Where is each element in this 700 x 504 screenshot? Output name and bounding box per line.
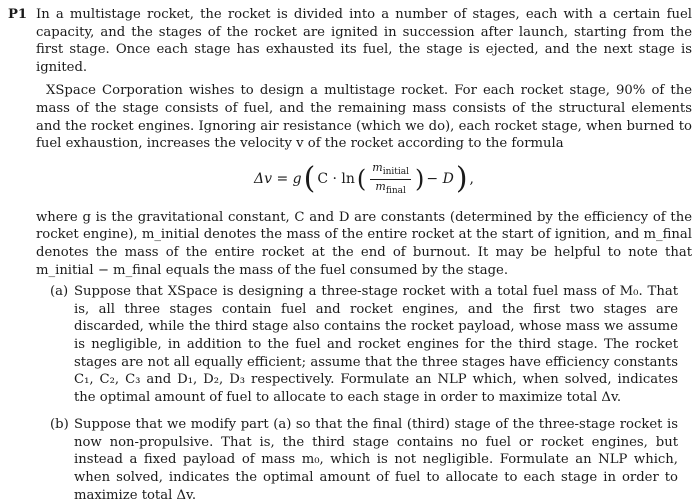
mass-ratio-fraction: [370, 161, 411, 198]
part-b-label: (b): [50, 417, 69, 433]
part-a-text: Suppose that XSpace is designing a three-stage rocket with a total fuel mass of M₀. That is, all three stages contain fuel and rocket engines, and the first two stages are discarded, while the third stage also contains the rocket payload, whose mass we assume is negligible, in addition to the fuel and rocket engines for the third stage. The rocket stages are not all equally efficient; assume that the three stages have efficiency constants C₁, C₂, C₃ and D₁, D₂, D₃ respectively. Formulate an NLP which, when solved, indicates the optimal amount of fuel to allocate to each stage in order to maximize total Δv.: [74, 284, 678, 405]
formula-tail: ,: [469, 170, 474, 187]
definitions-paragraph: where g is the gravitational constant, C and D are constants (determined by the efficiency of the rocket engine), m_initial denotes the mass of the entire rocket at the start of ignition, and m_final denotes the mass of the entire rocket at the end of burnout. It may be helpful to note that m_initial − m_final equals the mass of the fuel consumed by the stage.: [36, 209, 692, 278]
formula-open-paren: (: [303, 161, 316, 197]
intro-paragraph: In a multistage rocket, the rocket is divided into a number of stages, each with a certain fuel capacity, and the stages of the rocket are ignited in succession after launch, starting from the first stage. Once each stage has exhausted its fuel, the stage is ejected, and the next stage is ignited.: [36, 7, 692, 75]
formula-open-paren-inner: (: [356, 165, 367, 194]
formula-close-paren: ): [455, 161, 468, 197]
fraction-denominator: $m_{final}$: [375, 179, 406, 197]
design-paragraph: XSpace Corporation wishes to design a multistage rocket. For each rocket stage, 90% of the mass of the stage consists of fuel, and the remaining mass consists of the structural elements and the rocket engines. Ignoring air resistance (which we do), each rocket stage, when burned to fuel exhaustion, increases the velocity v of the rocket according to the formula: [36, 83, 692, 152]
problem-label: P1: [8, 7, 28, 22]
part-b-text: Suppose that we modify part (a) so that the final (third) stage of the three-stage rocket is now non-propulsive. That is, the third stage contains no fuel or rocket engines, but instead a fixed payload of mass m₀, which is not negligible. Formulate an NLP which, when solved, indicates the optimal amount of fuel to allocate to each stage in order to maximize total Δv.: [74, 417, 678, 503]
delta-v-formula: [36, 161, 692, 201]
fraction-numerator: $m_{initial}$: [370, 161, 411, 180]
formula-lhs: Δv = g: [254, 170, 302, 187]
part-a: [50, 283, 692, 406]
sub-questions: [50, 283, 692, 504]
part-a-label: (a): [50, 284, 69, 300]
formula-c-ln: C · ln: [317, 170, 355, 187]
formula-close-paren-inner: ): [415, 165, 425, 194]
formula-minus-d: − D: [426, 170, 454, 187]
part-b: [50, 416, 692, 504]
